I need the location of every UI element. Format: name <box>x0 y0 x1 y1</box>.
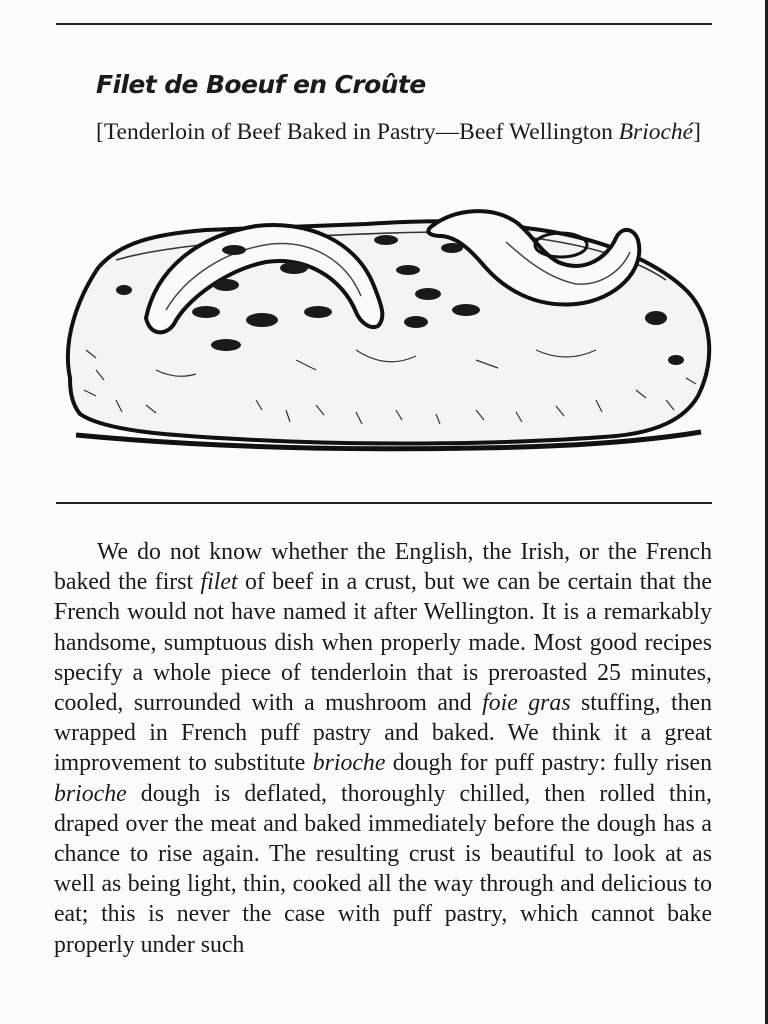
body-text-4: dough for puff pastry: fully risen <box>385 750 712 777</box>
body-text-2: of beef in a crust, but we can be certain that the French would not have named it after Wellington. It is a remarkably handsome, sumptuous dish when properly made. Most good recipes specify a whole piece of tenderloin that is preroasted 25 minutes, cooled, surrounded with a mushroom and <box>54 569 712 717</box>
subtitle-emphasis: Brioché <box>618 119 694 145</box>
subtitle-close: ] <box>693 119 701 145</box>
recipe-subtitle <box>96 117 713 147</box>
body-paragraph <box>54 537 712 960</box>
section-rule <box>56 502 712 504</box>
body-emphasis-4: brioche <box>54 780 127 807</box>
body-text-1: We do not know whether the English, the Irish, or the French baked the first <box>54 539 712 596</box>
beef-wellington-illustration <box>56 200 716 460</box>
recipe-title: Filet de Boeuf en Croûte <box>96 70 426 99</box>
top-rule <box>56 23 712 25</box>
body-emphasis-1: filet <box>200 569 238 596</box>
body-text-3: stuffing, then wrapped in French puff pastry and baked. We think it a great improvement to substitute <box>54 690 712 777</box>
subtitle-text: [Tenderloin of Beef Baked in Pastry—Beef Wellington <box>96 119 619 145</box>
body-text-5: dough is deflated, thoroughly chilled, then rolled thin, draped over the meat and baked immediately before the dough has a chance to rise again. The resulting crust is beautiful to look at as well as being light, thin, cooked all the way through and delicious to eat; this is never the case with puff pastry, which cannot bake properly under such <box>54 780 712 958</box>
body-emphasis-3: brioche <box>312 750 386 777</box>
body-emphasis-2: foie gras <box>482 690 571 717</box>
